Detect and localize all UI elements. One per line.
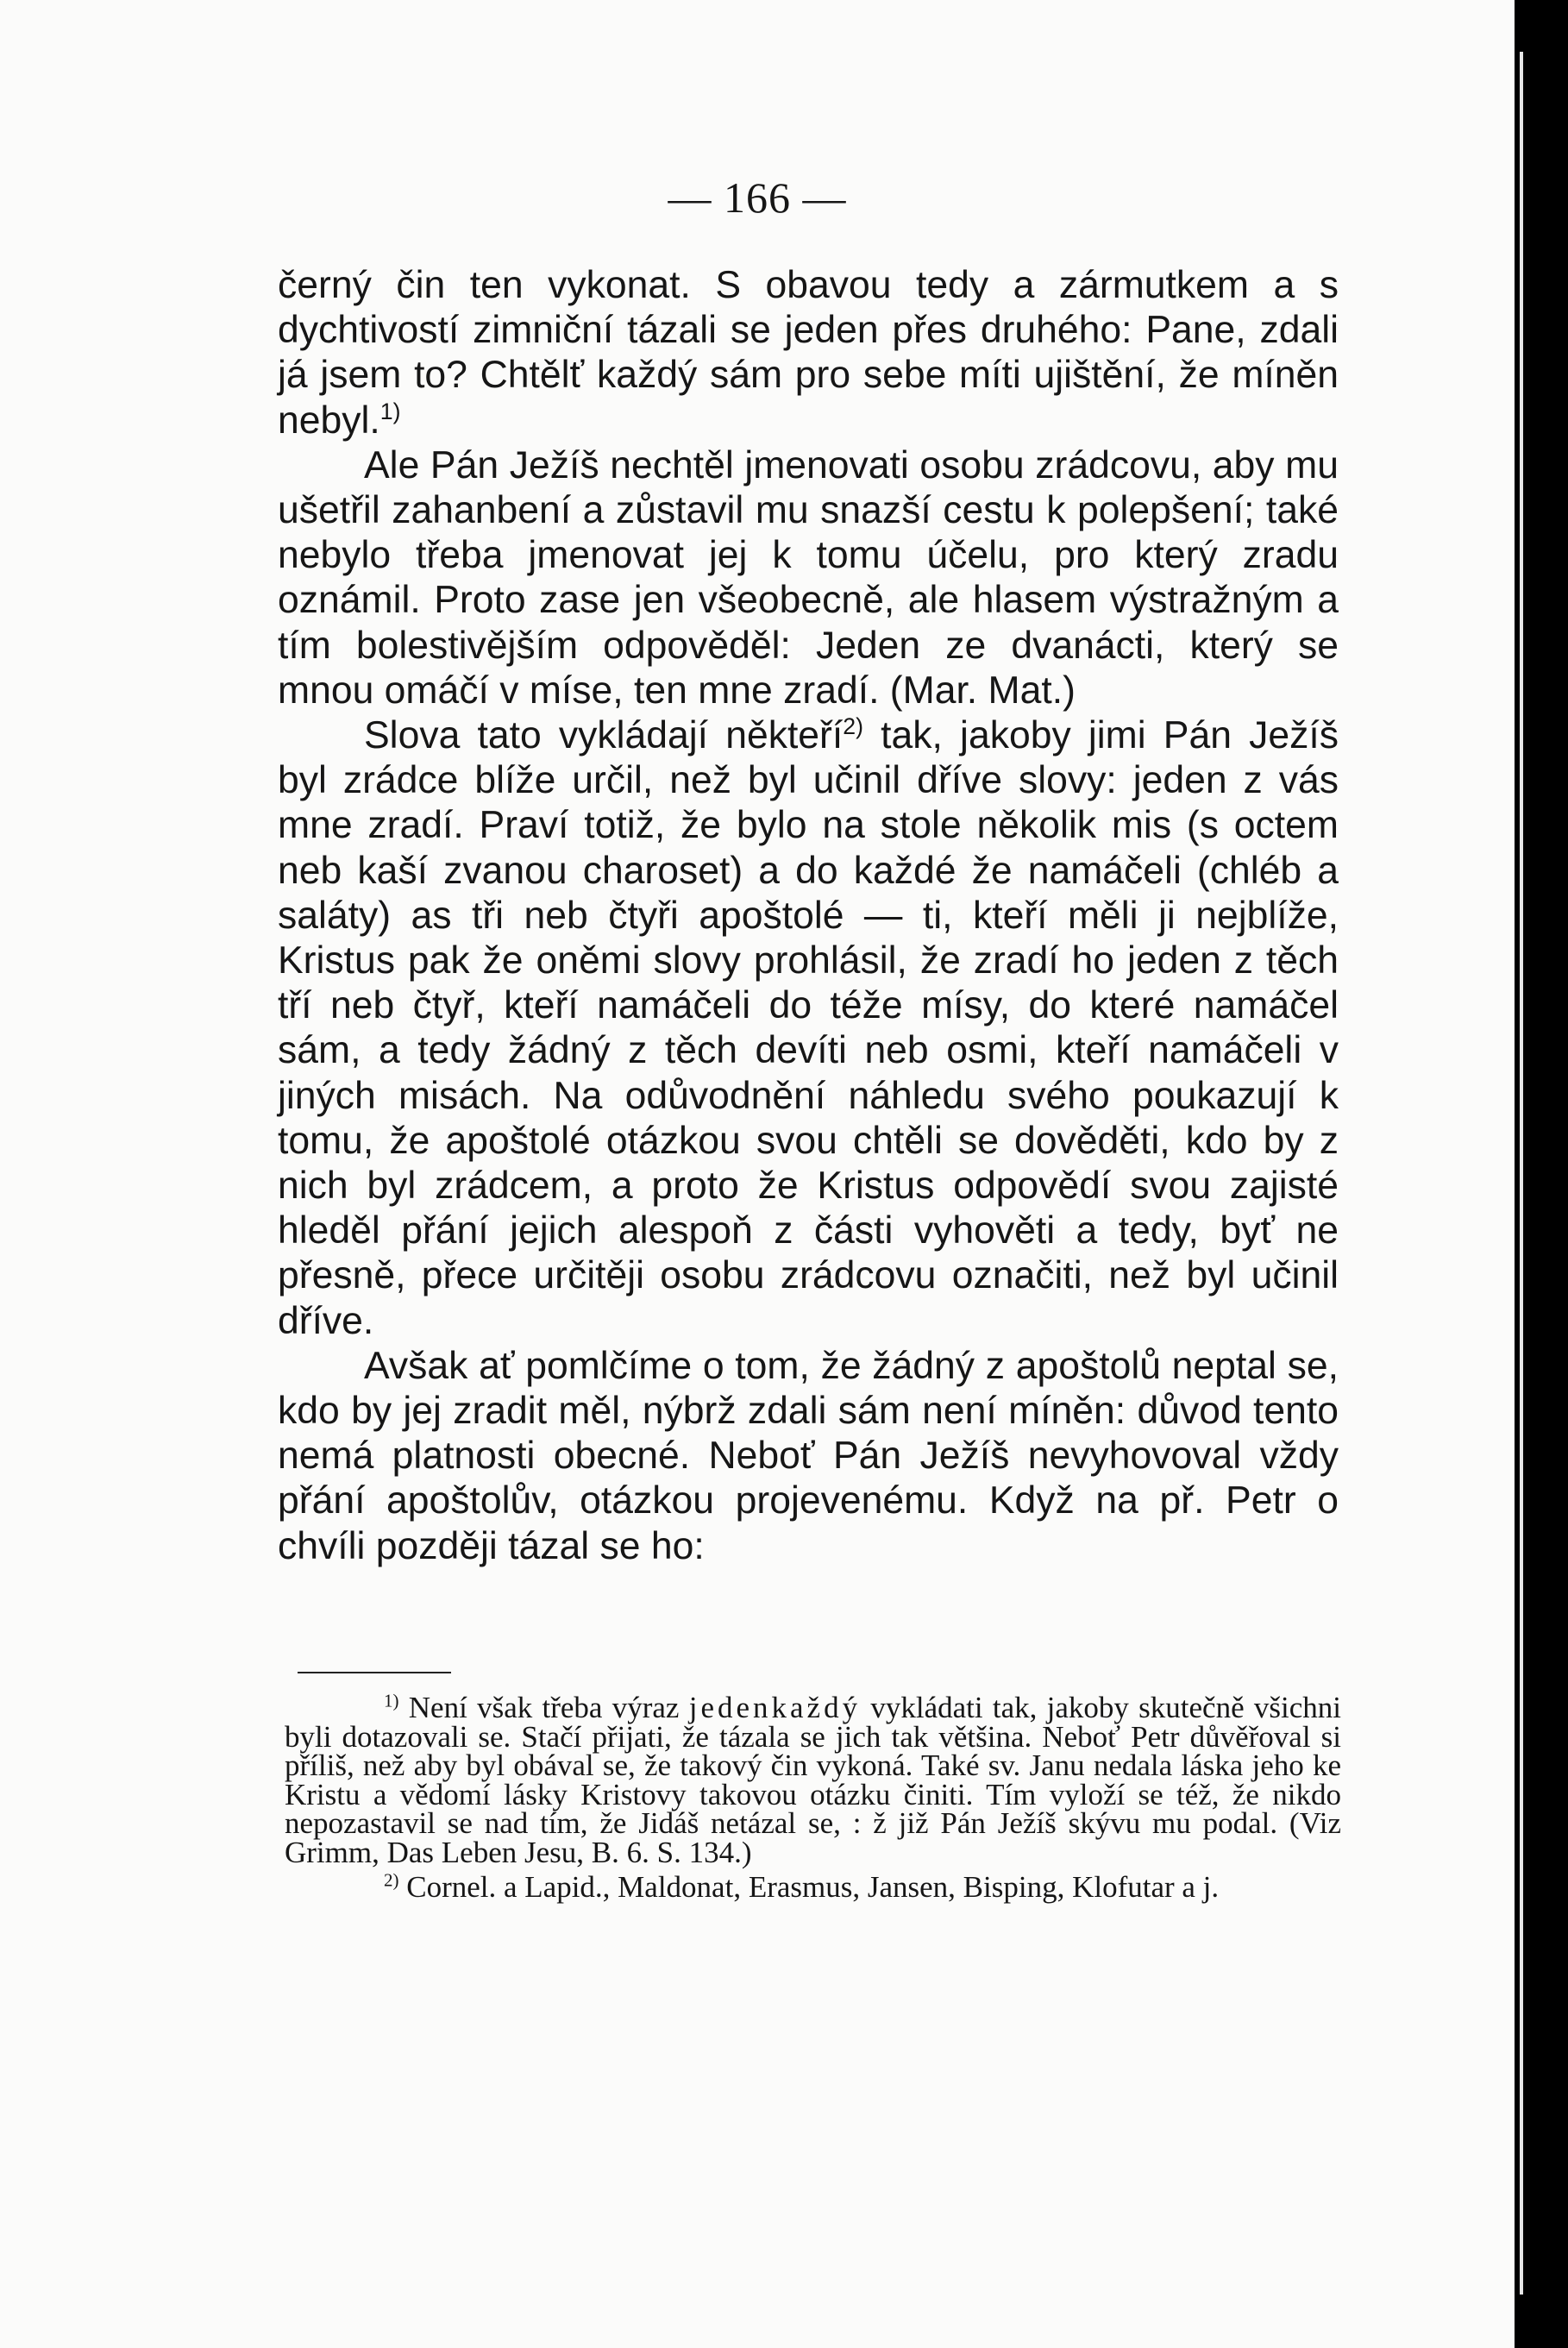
footnote-1-marker: 1) (384, 1690, 399, 1711)
paragraph-2: Ale Pán Ježíš nechtěl jmenovati osobu zrádcovu, aby mu ušetřil zahanbení a zůstavil mu snazší cestu k polepšení; také nebylo třeba jmenovat jej k tomu účelu, pro který zradu oznámil. Proto zase jen všeobecně, ale hlasem výstražným a tím bolestivějším odpověděl: Jeden ze dvanácti, který se mnou omáčí v míse, ten mne zradí. (Mar. Mat.) (278, 443, 1339, 712)
footnote-1 (285, 1690, 1341, 1869)
paragraph-3 (278, 713, 1339, 1344)
footnote-1-emphasis: jedenkaždý (688, 1691, 862, 1724)
scan-border-line (1520, 52, 1523, 2295)
paragraph-1-text: černý čin ten vykonat. S obavou tedy a zármutkem a s dychtivostí zimniční tázali se jeden přes druhého: Pane, zdali já jsem to? Chtělť každý sám pro sebe míti ujištění, že míněn nebyl. (278, 264, 1339, 442)
footnote-1-text-a: Není však třeba výraz (398, 1691, 689, 1724)
paragraph-4: Avšak ať pomlčíme o tom, že žádný z apoštolů neptal se, kdo by jej zradit měl, nýbrž zdali sám není míněn: důvod tento nemá platnosti obecné. Neboť Pán Ježíš nevyhovoval vždy přání apoštolův, otázkou projevenému. Když na př. Petr o chvíli později tázal se ho: (278, 1344, 1339, 1567)
page-number: — 166 — (668, 173, 847, 222)
footnote-ref-1: 1) (379, 398, 401, 424)
footnotes (285, 1690, 1341, 1908)
paragraph-3-text-b: tak, jakoby jimi Pán Ježíš byl zrádce blíže určil, než byl učinil dříve slovy: jeden z vás mne zradí. Praví totiž, že bylo na stole několik mis (s octem neb kaší zvanou charoset) a do každé že namáčeli (chléb a saláty) as tři neb čtyři apoštolé — ti, kteří měli ji nejblíže, Kristus pak že oněmi slovy prohlásil, že zradí ho jeden z těch tří neb čtyř, kteří namáčeli do téže mísy, do které namáčel sám, a tedy žádný z těch devíti neb osmi, kteří namáčeli v jiných misách. Na odůvodnění náhledu svého poukazují k tomu, že apoštolé otázkou svou chtěli se dověděti, kdo by z nich byl zrádcem, a proto že Kristus odpovědí svou zajisté hleděl přání jejich alespoň z části vyhověti a tedy, byť ne přesně, přece určitěji osobu zrádcovu označiti, než byl učinil dříve. (278, 714, 1339, 1342)
footnote-ref-2: 2) (843, 713, 863, 740)
paragraph-1 (278, 263, 1339, 443)
main-text (278, 263, 1339, 1569)
footnote-divider (298, 1672, 451, 1673)
footnote-1-text-b: vykládati tak, jakoby skutečně všichni byli dotazovali se. Stačí přijati, že tázala se jich tak většina. Neboť Petr důvěřoval si příliš, než aby byl obával se, že takový čin vykoná. Také sv. Janu nedala láska jeho ke Kristu a vědomí lásky Kristovy takovou otázku činiti. Tím vyloží se též, že nikdo nepozastavil se nad tím, že Jidáš netázal se, : ž již Pán Ježíš skývu mu podal. (Viz Grimm, Das Leben Jesu, B. 6. S. 134.) (285, 1691, 1341, 1869)
footnote-2-text: Cornel. a Lapid., Maldonat, Erasmus, Jansen, Bisping, Klofutar a j. (398, 1870, 1220, 1904)
footnote-2-marker: 2) (384, 1869, 399, 1891)
paragraph-3-text-a: Slova tato vykládají někteří (364, 714, 844, 757)
footnote-2 (285, 1869, 1341, 1904)
